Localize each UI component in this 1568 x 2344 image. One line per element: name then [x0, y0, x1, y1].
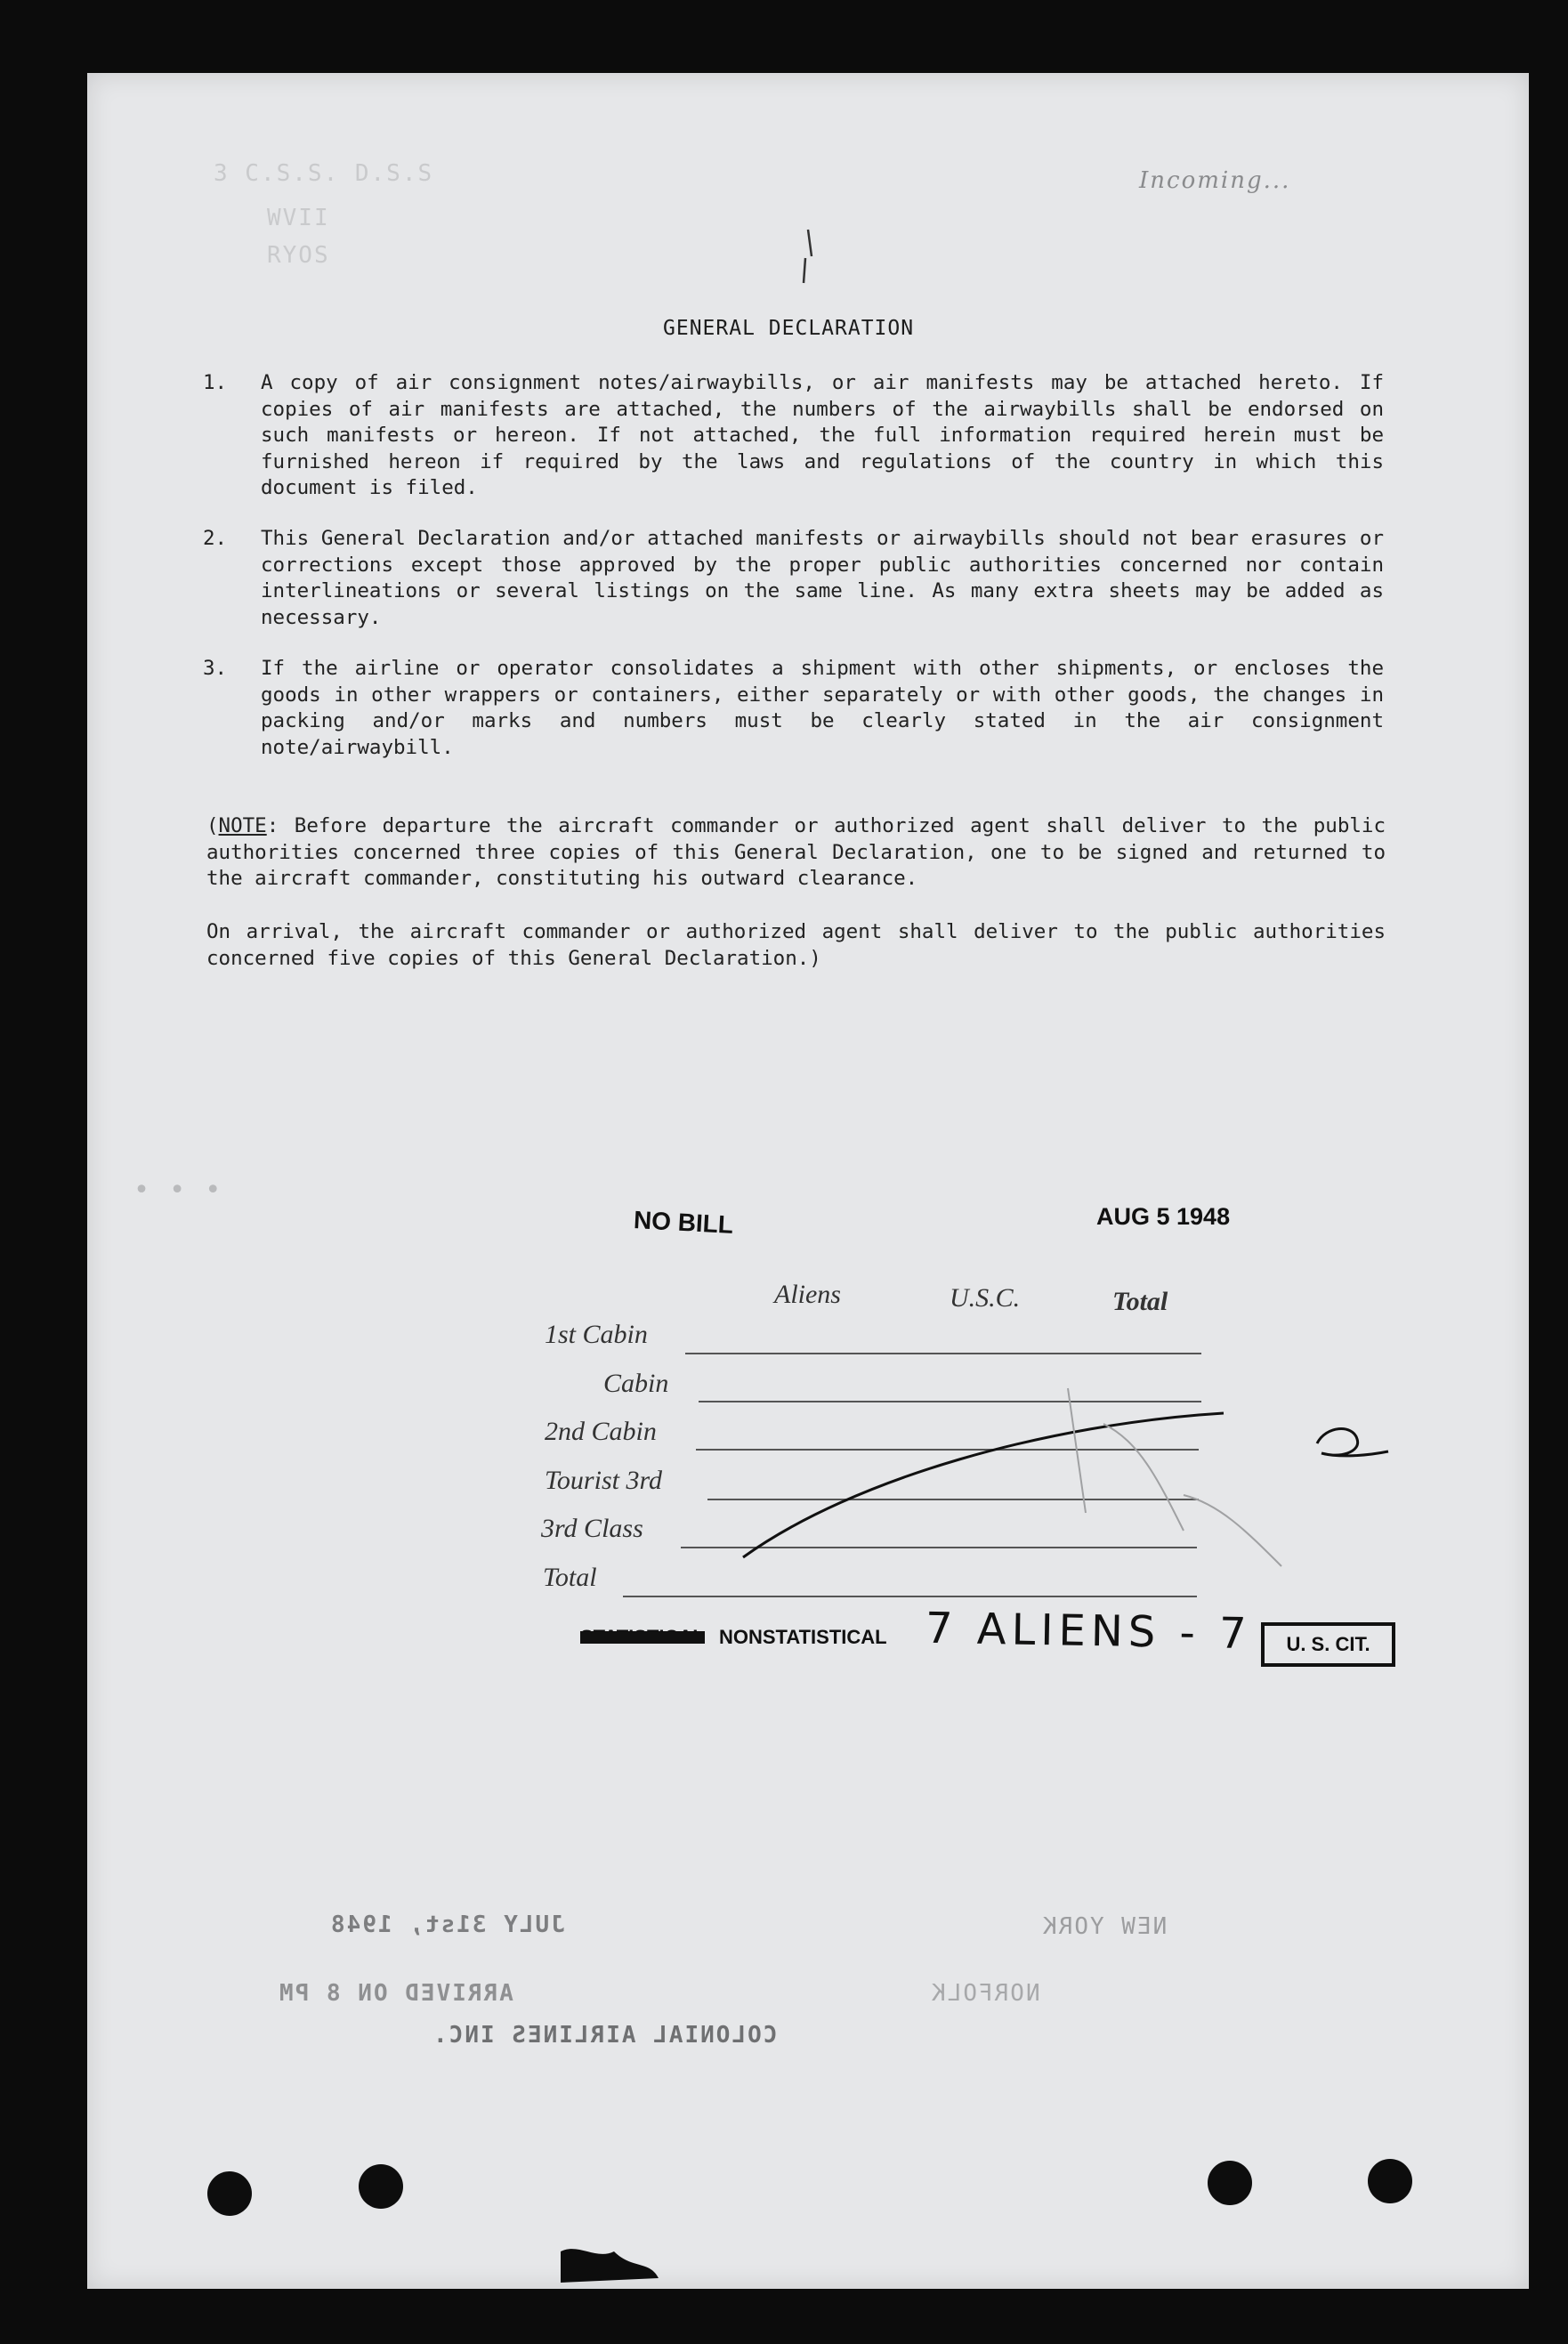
item-number: 3. [203, 657, 228, 680]
column-usc: U.S.C. [950, 1283, 1021, 1313]
row-1st-cabin: 1st Cabin [545, 1320, 648, 1349]
bleed-through-mid: • • • [133, 1175, 223, 1206]
mirrored-date-text: JULY 31st, 1948 [329, 1912, 565, 1938]
item-text: A copy of air consignment notes/airwaybills, or air manifests may be attached hereto. If copies of air manifests are attached, the numbers of the airwaybills shall be endorsed on such manifests or hereon. If not attached, the full information required herein must be furnished hereon if required by the laws and regulations of the country in which this document is filed. [261, 371, 1384, 499]
diagonal-pen-stroke [743, 1413, 1224, 1557]
no-bill-stamp: NO BILL [633, 1206, 734, 1239]
bleed-through-top-right: Incoming... [1139, 167, 1291, 194]
row-2nd-cabin: 2nd Cabin [545, 1417, 657, 1446]
item-number: 2. [203, 527, 228, 550]
note-text: : Before departure the aircraft commander or authorized agent shall deliver to the public authorities concerned three copies of this General Declaration, one to be signed and returned to the aircraft commander, constituting his outward clearance. [206, 814, 1386, 890]
note-open-paren: ( [206, 814, 219, 837]
zero-mark [1317, 1429, 1388, 1456]
bleed-through-top-left-3: RYOS [267, 242, 330, 269]
item-text: This General Declaration and/or attached manifests or airwaybills should not bear erasures or corrections except those approved by the proper public authorities concerned nor contain interlineations or several listings on the same line. As many extra sheets may be added as necessary. [261, 527, 1384, 629]
column-total: Total [1112, 1287, 1168, 1316]
row-3rd-class: 3rd Class [541, 1514, 643, 1543]
mirrored-airline-text: COLONIAL AIRLINES INC. [432, 2022, 778, 2049]
mirrored-port-text: NORFOLK [930, 1980, 1040, 2007]
handwritten-count: 7 ALIENS - 7 [925, 1603, 1253, 1660]
bleed-through-top-left-2: WVII [267, 205, 330, 231]
note-label: NOTE [218, 814, 267, 837]
us-cit-stamp: U. S. CIT. [1261, 1622, 1395, 1667]
mirrored-city-text: NEW YORK [1041, 1913, 1168, 1940]
row-total: Total [543, 1563, 597, 1592]
date-stamp: AUG 5 1948 [1096, 1203, 1231, 1230]
item-number: 1. [203, 371, 228, 394]
page-title: GENERAL DECLARATION [663, 317, 915, 340]
arrival-paragraph: On arrival, the aircraft commander or authorized agent shall deliver to the public authorities concerned five copies of this General Declaration.) [206, 920, 1386, 970]
mirrored-arrived-text: ARRIVED ON 8 PM [278, 1980, 513, 2007]
top-tick-mark [804, 230, 812, 283]
row-tourist-3rd: Tourist 3rd [545, 1466, 663, 1495]
nonstatistical-stamp: NONSTATISTICAL [719, 1626, 887, 1648]
row-cabin: Cabin [603, 1369, 669, 1398]
faint-scribble [1068, 1388, 1281, 1566]
column-aliens: Aliens [774, 1280, 841, 1309]
item-text: If the airline or operator consolidates a shipment with other shipments, or encloses the goods in other wrappers or containers, either separately or with other goods, the changes in packing and/or marks and numbers must be clearly stated in the air consignment note/airwaybill. [261, 657, 1384, 759]
bottom-edge-blotch [561, 2249, 659, 2283]
bleed-through-top-left-1: 3 C.S.S. D.S.S [214, 160, 434, 187]
